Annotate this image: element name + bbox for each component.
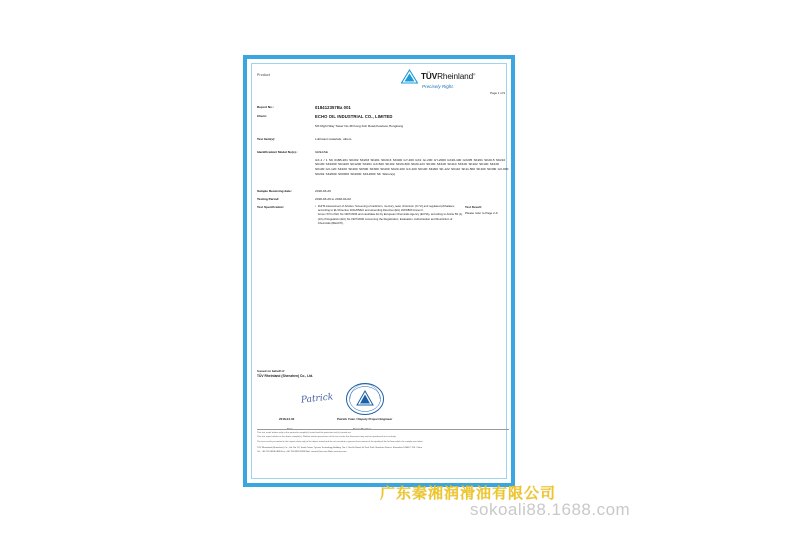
tuv-triangle-icon	[401, 69, 418, 84]
spec-bullet-2-text: Annex XVII of EC No 1907/2006 and candidate list by European Chemicals Agency (ECHA), according to Article 59 (1),(10) of Regulation (EC) No 1907/2006 concerning the Registration, Evaluation, Authorisation and Restriction of Chemicals (REACH).	[317, 213, 463, 225]
tuv-logo	[401, 69, 505, 91]
tuv-name-bold: TÜV	[421, 71, 438, 81]
page-number: Page 1 of 9	[490, 91, 505, 95]
value-test-result: Please refer to Page 2-9	[465, 211, 498, 216]
label-model-list	[257, 158, 315, 177]
field-test-item	[257, 137, 509, 141]
tuv-wordmark	[421, 71, 475, 83]
spec-bullet-2	[315, 213, 463, 226]
field-identification	[257, 150, 509, 154]
signature-name-label: Name/Position	[353, 427, 372, 432]
value-identification: GREASE	[315, 149, 328, 154]
site-watermark: sokoali88.1688.com	[470, 500, 631, 519]
label-test-item: Test Item(s):	[257, 136, 276, 141]
chinese-watermark: 广东秦湘润滑油有限公司	[380, 484, 557, 502]
label-sample-received: Sample Receiving date:	[257, 189, 292, 194]
signature-name-position: Patrick Yuan / Deputy Project Engineer	[337, 417, 393, 422]
handwritten-signature: Patrick	[300, 392, 334, 406]
footer-address-line-1: TÜV Rheinland (Shenzhen) Co., Ltd. No. 1F, South Tower, Tycoon Technology Building, No. 1, Bei-Er Road, Hi-Tech Park, Nanshan District, Shenzhen 518057, P.R. China	[257, 446, 423, 449]
bullet-dot-icon-2	[315, 213, 316, 226]
footer-address	[257, 447, 509, 454]
value-client: ECHO OIL INDUSTRIAL CO., LIMITED	[315, 114, 393, 120]
report-footer	[257, 429, 509, 454]
label-testing-period: Testing Period:	[257, 196, 280, 201]
signature-date: 2018-04-02	[279, 417, 295, 422]
footer-line-1: This test result relates only to the particular sample(s) tested and the particular test(s) carried out.	[257, 431, 352, 434]
certificate-frame	[243, 55, 515, 487]
registered-mark: ®	[473, 71, 476, 76]
report-page	[257, 69, 509, 481]
test-specification-body	[315, 205, 509, 226]
field-client	[257, 114, 509, 120]
field-testing-period	[257, 197, 509, 201]
signature-names	[257, 417, 509, 427]
signature-area	[257, 369, 509, 435]
value-report-no: 018412357Ba 001	[315, 105, 351, 110]
report-header	[257, 69, 509, 103]
field-report-no	[257, 105, 509, 111]
value-sample-received: 2018-03-26	[315, 189, 331, 194]
value-testing-period: 2018-03-26 to 2018-04-02	[315, 196, 351, 201]
product-word: Product	[257, 73, 271, 77]
field-client-address	[257, 124, 509, 128]
label-test-specification: Test Specification:	[257, 204, 285, 209]
bullet-dot-icon: •	[315, 204, 316, 208]
footer-line-3: The test results presented in this report relate only to the object tested and do not constitute a general assessment of the quality of the lot from which the sample was taken.	[257, 440, 424, 443]
label-identification: Identification/ Model No(s).:	[257, 149, 298, 154]
company-stamp-icon	[345, 382, 385, 416]
report-fields	[257, 105, 509, 226]
spec-bullet-1-text: RoHS Assessment of Articles: Screening of cadmium, mercury, lead, chromium (Cr VI) and regulated phthalates, according to EU Directive 2011/65/EU and amending Directive (EU) 2015/863 Annex II.	[317, 204, 455, 213]
test-result-block	[465, 205, 509, 216]
value-model-list: GX-1 / 1 SK 016B-201 SK202 SK203 SK201 SK20-6 SK400 GY-200 GX2 Gr-200 GY-2000 GX20-100 GX205 SK201 SK20-5 SK210 SK100 SK1000 SK1100 SK1200 SK201 GX-500 SK102 SK20-300 SK20-123 SK100 SK100 SK110 SK100 SK102 SK100 SK100 SK100 GX-120 SK100 SK200 SK500 SK300 SK200 SK20-100 GX-100 SK100 SK200 SK-122 SK110 SK11-500 SK100 SK300 GX-800 SK202 SK2000 SK0003 SK2000 SK12000 SK Silicon(s)	[315, 157, 509, 176]
signature-graphics	[257, 381, 509, 417]
label-client: Client:	[257, 114, 267, 119]
tuv-tagline: Precisely Right.	[422, 84, 454, 89]
label-test-result: Test Result:	[465, 204, 482, 209]
field-sample-received	[257, 189, 509, 193]
issued-on-behalf-label: Issued on behalf of	[257, 369, 285, 373]
signature-date-label: Date	[287, 427, 293, 432]
value-test-item: Lubricant materials, others	[315, 136, 352, 141]
issuing-company: TÜV Rheinland (Shenzhen) Co., Ltd.	[257, 374, 314, 379]
field-model-list	[257, 158, 509, 177]
label-report-no: Report No.:	[257, 105, 274, 109]
footer-divider	[257, 429, 509, 430]
label-client-address	[257, 124, 315, 128]
value-client-address: 5/F Right Way Tower No.39 Kong Koh Road,Kowloon,Hongkong	[315, 123, 404, 128]
footer-contact-line: Tel.: +86 755 8828 0888 Fax: +86 755 8828 0999 Mail: service@tuv.com Web: www.tuv.com	[257, 450, 347, 453]
tuv-name-light: Rheinland	[437, 71, 474, 81]
field-test-specification	[257, 205, 509, 226]
footer-line-2: This test report relates to the above sample(s). Without written permission of the test centre this document may not be reproduced in its entirety.	[257, 436, 397, 439]
